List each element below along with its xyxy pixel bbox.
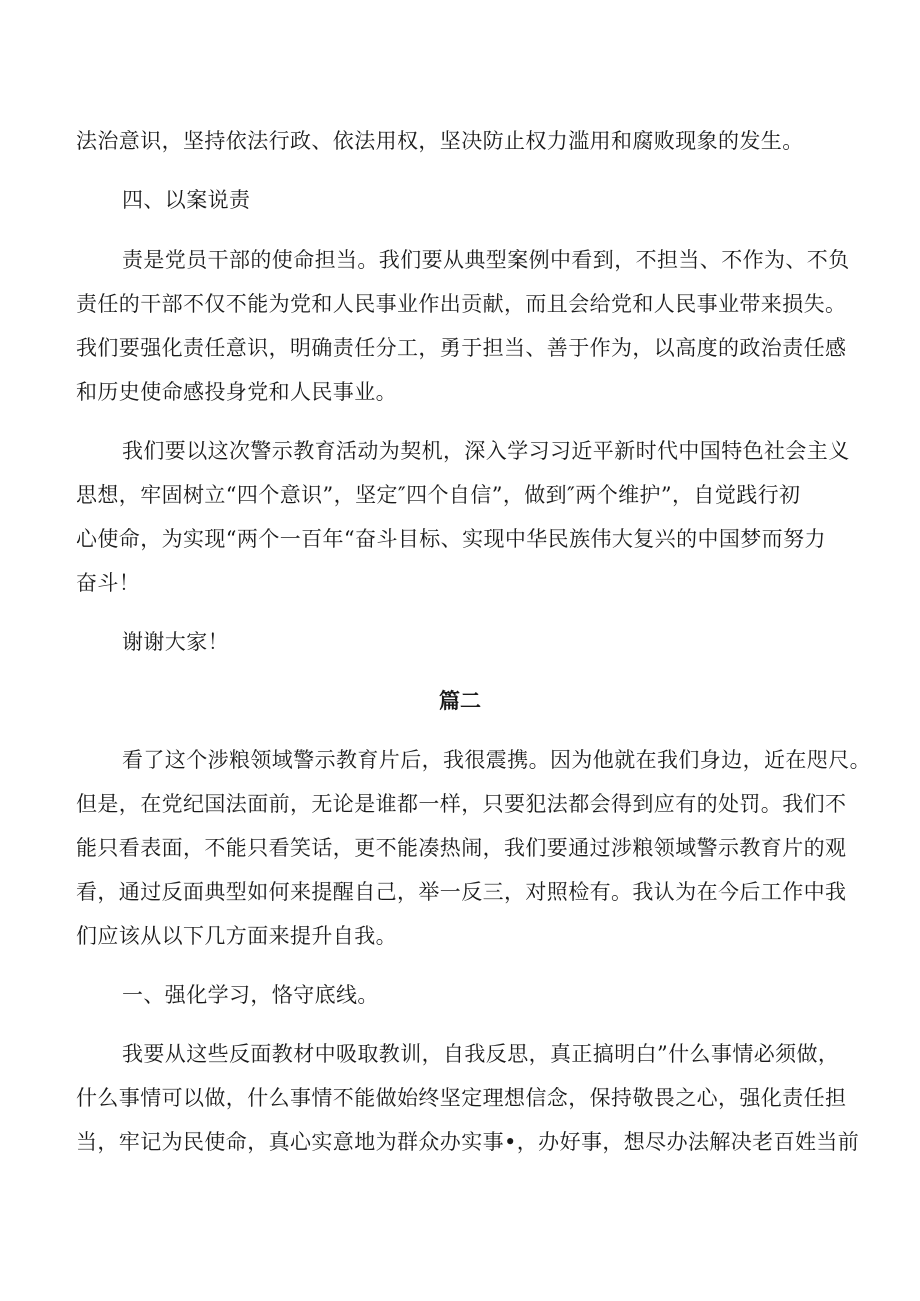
paragraph-line: 和历史使命感投身党和人民事业。 — [76, 380, 397, 404]
paragraph-line: 能只看表面，不能只看笑话，更不能凑热闹，我们要通过涉粮领域警示教育片的观 — [76, 836, 847, 860]
paragraph-line: 们应该从以下几方面来提升自我。 — [76, 924, 397, 948]
paragraph-line: 看，通过反面典型如何来提醒自己，举一反三，对照检有。我认为在今后工作中我 — [76, 880, 847, 904]
paragraph-line: 责任的干部不仅不能为党和人民事业作出贡献，而且会给党和人民事业带来损失。 — [76, 292, 847, 316]
paragraph-line: 谢谢大家！ — [122, 630, 229, 654]
paragraph-line: 我们要强化责任意识，明确责任分工，勇于担当、善于作为，以高度的政治责任感 — [76, 336, 847, 360]
paragraph-line: 责是党员干部的使命担当。我们要从典型案例中看到，不担当、不作为、不负 — [122, 248, 850, 272]
paragraph-line: 我们要以这次警示教育活动为契机，深入学习习近平新时代中国特色社会主义 — [122, 439, 850, 463]
paragraph-line: 思想，牢固树立“四个意识”，坚定″四个自信”，做到″两个维护”，自觉践行初 — [76, 483, 801, 507]
paragraph-line: 但是，在党纪国法面前，无论是谁都一样，只要犯法都会得到应有的处罚。我们不 — [76, 792, 847, 816]
section-heading: 篇二 — [439, 688, 481, 713]
paragraph-line: 看了这个涉粮领域警示教育片后，我很震携。因为他就在我们身边，近在咫尺。 — [122, 748, 871, 772]
paragraph-line: 我要从这些反面教材中吸取教训，自我反思，真正搞明白”什么事情必须做， — [122, 1042, 840, 1066]
paragraph-line: 心使命，为实现“两个一百年“奋斗目标、实现中华民族伟大复兴的中国梦而努力 — [76, 527, 826, 551]
paragraph-line: 当，牢记为民使命，真心实意地为群众办实事•，办好事，想尽办法解决老百姓当前 — [76, 1130, 860, 1154]
paragraph-line: 奋斗！ — [76, 571, 141, 595]
subheading-line: 四、以案说责 — [122, 188, 251, 212]
subheading-line: 一、强化学习，恪守底线。 — [122, 983, 379, 1007]
paragraph-line: 什么事情可以做，什么事情不能做始终坚定理想信念，保持敬畏之心，强化责任担 — [76, 1086, 847, 1110]
paragraph-line: 法治意识，坚持依法行政、依法用权，坚决防止权力滥用和腐败现象的发生。 — [76, 129, 804, 153]
